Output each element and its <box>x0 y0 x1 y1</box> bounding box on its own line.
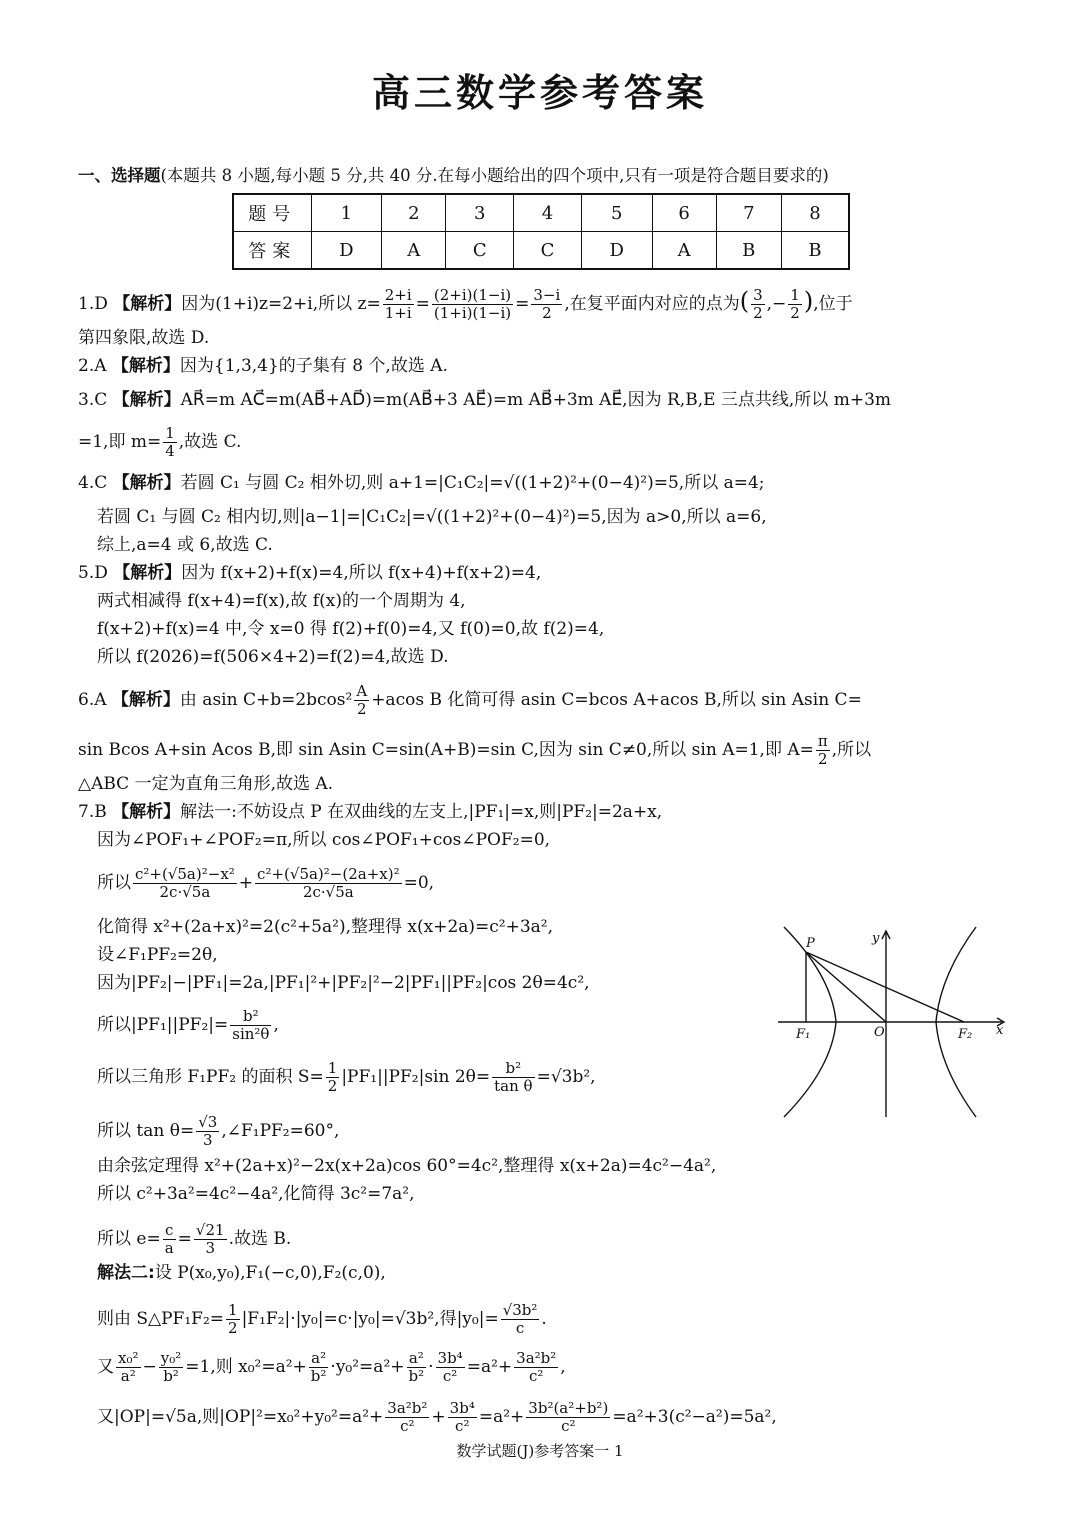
numerator: b² <box>230 1008 271 1026</box>
q1-line-1: 1.D 【解析】因为(1+i)z=2+i,所以 z= $\frac{2+i}{1+i}$ = $\frac{(2+i)(1-i)}{(1+i)(1-i)}$ = $\frac{3-i}{2}$ ,在复平面内对应的点为( $\frac{3}{2}$ ,− $\frac{1}{2}$ ),位于 <box>78 286 853 322</box>
q7-line-13 <box>97 1262 386 1284</box>
q5-line-1 <box>78 562 541 584</box>
denominator: c <box>515 1319 525 1337</box>
analysis-tag: 【解析】 <box>112 473 181 493</box>
table-cell: C <box>514 232 582 270</box>
numerator: 3b⁴ <box>449 1399 475 1417</box>
table-cell: B <box>716 232 781 270</box>
denominator: 2 <box>327 1077 338 1095</box>
analysis-tag: 【解析】 <box>111 356 180 376</box>
q4-line-3: 综上,a=4 或 6,故选 C. <box>97 535 273 555</box>
q7-line-12 <box>97 1222 291 1257</box>
denominator: c² <box>442 1367 458 1385</box>
label-o: O <box>874 1025 885 1040</box>
fraction <box>194 1222 227 1257</box>
denominator: 4 <box>165 442 175 460</box>
q3-line-2 <box>78 425 241 460</box>
q4-line-1 <box>78 472 765 494</box>
page-title: 高三数学参考答案 <box>371 71 708 115</box>
q6-text: ,所以 <box>831 740 872 760</box>
fraction <box>407 1350 427 1385</box>
q7-text: 所以 e= <box>97 1229 161 1249</box>
q7-text: |PF₁||PF₂|sin 2θ= <box>341 1067 491 1087</box>
table-cell: 5 <box>581 194 652 232</box>
denominator: 2 <box>228 1319 238 1337</box>
label-p: P <box>806 936 815 951</box>
dot-sign: · <box>428 1357 434 1377</box>
q7-text: =a²+ <box>478 1407 525 1427</box>
denominator: c² <box>561 1417 576 1435</box>
fraction <box>448 1400 477 1435</box>
numerator: 1 <box>327 1059 338 1077</box>
fraction <box>501 1302 540 1337</box>
numerator: 1 <box>165 424 175 442</box>
numerator: c²+(√5a)²−x² <box>135 865 235 883</box>
q7-line-11: 所以 c²+3a²=4c²−4a²,化简得 3c²=7a², <box>97 1184 415 1204</box>
analysis-tag: 【解析】 <box>112 390 181 410</box>
q7-text: |F₁F₂|·|y₀|=c·|y₀|=√3b²,得|y₀|= <box>241 1309 499 1329</box>
table-cell: B <box>781 232 849 270</box>
denominator: b² <box>163 1367 179 1385</box>
numerator: (2+i)(1−i) <box>433 286 512 304</box>
q7-line-14 <box>97 1302 547 1337</box>
q7-text: =1,则 x₀²=a²+ <box>185 1357 307 1377</box>
q4-number: 4.C <box>78 473 108 493</box>
table-cell: A <box>652 232 716 270</box>
numerator: c²+(√5a)²−(2a+x)² <box>257 865 400 883</box>
q7-text: =√3b², <box>536 1067 596 1087</box>
minus-sign: − <box>142 1357 157 1377</box>
q7-line-6: 因为|PF₂|−|PF₁|=2a,|PF₁|²+|PF₂|²−2|PF₁||PF₂|cos 2θ=4c², <box>97 973 590 993</box>
page-footer: 数学试题(J)参考答案一 1 <box>456 1442 624 1460</box>
fraction <box>432 287 513 322</box>
fraction <box>531 287 562 322</box>
table-cell: A <box>382 232 446 270</box>
numerator: x₀² <box>118 1349 139 1367</box>
q5-line-2: 两式相减得 f(x+4)=f(x),故 f(x)的一个周期为 4, <box>97 591 466 611</box>
fraction <box>309 1350 329 1385</box>
q3-text: AR⃗=m AC⃗=m(AB⃗+AD⃗)=m(AB⃗+3 AE⃗)=m AB⃗+3m AE⃗,因为 R,B,E 三点共线,所以 m+3m <box>180 390 892 410</box>
numerator: a² <box>309 1350 329 1368</box>
fraction <box>492 1060 534 1095</box>
table-cell: D <box>581 232 652 270</box>
denominator: (1+i)(1−i) <box>433 304 512 322</box>
analysis-tag: 【解析】 <box>112 802 181 822</box>
table-cell: 3 <box>446 194 514 232</box>
q7-text: =0, <box>403 873 435 893</box>
q7-line-3 <box>97 866 434 901</box>
q7-number: 7.B <box>78 802 107 822</box>
table-header-cell: 答案 <box>233 232 311 270</box>
numerator: 2+i <box>384 286 412 304</box>
q7-text: =a²+3(c²−a²)=5a², <box>612 1407 777 1427</box>
label-f1: F₁ <box>796 1027 811 1042</box>
numerator: a² <box>407 1350 427 1368</box>
q1-line-2: 第四象限,故选 D. <box>78 328 210 348</box>
segment-pf2 <box>806 952 964 1022</box>
table-cell: 1 <box>311 194 382 232</box>
answer-table <box>232 193 850 270</box>
table-cell: D <box>311 232 382 270</box>
q7-text: 所以|PF₁||PF₂|= <box>97 1015 229 1035</box>
q2-text: 因为{1,3,4}的子集有 8 个,故选 A. <box>179 356 448 376</box>
q7-line-16 <box>97 1400 777 1435</box>
denominator: c² <box>400 1417 415 1435</box>
fraction <box>514 1350 558 1385</box>
q6-text: 由 asin C+b=2bcos² <box>179 690 353 710</box>
section-heading-label: 一、选择题 <box>78 166 161 185</box>
table-header-cell: 题号 <box>233 194 311 232</box>
numerator: √21 <box>195 1221 225 1239</box>
q3-line-1 <box>78 389 891 411</box>
numerator: 3 <box>753 286 763 304</box>
fraction <box>196 1114 219 1149</box>
label-f2: F₂ <box>958 1027 973 1042</box>
q5-text: 因为 f(x+2)+f(x)=4,所以 f(x+4)+f(x+2)=4, <box>181 563 542 583</box>
q7-text: 又 <box>97 1357 114 1377</box>
denominator: c² <box>529 1367 544 1385</box>
table-cell: C <box>446 232 514 270</box>
denominator: 2c·√5a <box>159 883 211 901</box>
label-y: y <box>872 931 880 946</box>
denominator: 2 <box>818 750 828 768</box>
plus-sign: + <box>238 873 254 893</box>
denominator: 1+i <box>384 304 412 322</box>
fraction <box>526 1400 610 1435</box>
q5-line-3: f(x+2)+f(x)=4 中,令 x=0 得 f(2)+f(0)=4,又 f(0)=0,故 f(2)=4, <box>97 619 605 639</box>
q7-text: .故选 B. <box>228 1229 292 1249</box>
denominator: 3 <box>205 1239 216 1257</box>
q4-line-2: 若圆 C₁ 与圆 C₂ 相内切,则|a−1|=|C₁C₂|=√((1+2)²+(0−4)²)=5,因为 a>0,所以 a=6, <box>97 507 767 527</box>
table-cell: 4 <box>514 194 582 232</box>
table-row <box>233 194 849 232</box>
numerator: 1 <box>790 286 800 304</box>
numerator: 3a²b² <box>387 1399 428 1417</box>
numerator: 3b⁴ <box>437 1349 463 1367</box>
q7-line-15 <box>97 1350 566 1385</box>
analysis-tag: 【解析】 <box>111 690 180 710</box>
q6-line-3: △ABC 一定为直角三角形,故选 A. <box>78 774 334 794</box>
numerator: c <box>163 1222 176 1240</box>
q7-text: 所以 <box>97 873 131 893</box>
fraction <box>326 1060 340 1095</box>
q7-text: 所以 tan θ= <box>97 1121 195 1141</box>
numerator: 3−i <box>533 286 561 304</box>
q6-number: 6.A <box>78 690 107 710</box>
table-cell: 7 <box>716 194 781 232</box>
fraction <box>159 1350 184 1385</box>
q7-text: 又|OP|=√5a,则|OP|²=x₀²+y₀²=a²+ <box>97 1407 384 1427</box>
fraction <box>385 1400 429 1435</box>
q1-text: 因为(1+i)z=2+i,所以 z= <box>181 294 381 314</box>
section-heading <box>78 162 829 186</box>
q7-text: ,∠F₁PF₂=60°, <box>221 1121 340 1141</box>
q7-line-5: 设∠F₁PF₂=2θ, <box>97 945 218 965</box>
q3-number: 3.C <box>78 390 108 410</box>
q1-number: 1.D <box>78 294 108 314</box>
q7-line-8 <box>97 1060 596 1095</box>
label-x: x <box>996 1023 1004 1038</box>
method-two-label: 解法二: <box>97 1263 155 1283</box>
denominator: b² <box>310 1367 327 1385</box>
q7-line-2: 因为∠POF₁+∠POF₂=π,所以 cos∠POF₁+cos∠POF₂=0, <box>97 830 551 850</box>
q7-text: 解法一:不妨设点 P 在双曲线的左支上,|PF₁|=x,则|PF₂|=2a+x, <box>180 802 663 822</box>
denominator: 2 <box>753 304 763 322</box>
numerator: A <box>356 682 368 700</box>
q1-text: ,在复平面内对应的点为 <box>564 294 740 314</box>
q5-line-4: 所以 f(2026)=f(506×4+2)=f(2)=4,故选 D. <box>97 647 449 667</box>
numerator: 3a²b² <box>516 1349 557 1367</box>
q7-text: , <box>273 1015 279 1035</box>
numerator: b² <box>492 1060 534 1078</box>
denominator: 2 <box>356 700 367 718</box>
denominator: 2 <box>790 304 800 322</box>
fraction <box>163 1222 176 1257</box>
q7-text: 所以三角形 F₁PF₂ 的面积 S= <box>97 1067 324 1087</box>
fraction <box>751 287 765 322</box>
fraction <box>383 287 414 322</box>
denominator: 2 <box>542 304 552 322</box>
section-heading-note: (本题共 8 小题,每小题 5 分,共 40 分.在每小题给出的四个项中,只有一项是符合题目要求的) <box>160 166 829 185</box>
hyperbola-figure <box>776 922 1012 1122</box>
fraction <box>255 866 402 901</box>
table-cell: 8 <box>781 194 849 232</box>
q1-text: ,位于 <box>813 294 853 314</box>
segment-po <box>806 952 886 1022</box>
q7-text: ·y₀²=a²+ <box>330 1357 405 1377</box>
denominator: sin²θ <box>232 1025 270 1043</box>
analysis-tag: 【解析】 <box>113 294 182 314</box>
fraction <box>816 733 830 768</box>
numerator: √3 <box>198 1113 218 1131</box>
denominator: 3 <box>202 1131 213 1149</box>
table-cell: 2 <box>382 194 446 232</box>
q7-text: . <box>541 1309 547 1329</box>
point-separator: ,− <box>766 294 787 314</box>
q7-text: =a²+ <box>466 1357 513 1377</box>
fraction <box>133 866 237 901</box>
table-row <box>233 232 849 270</box>
fraction <box>436 1350 465 1385</box>
denominator: 2c·√5a <box>302 883 354 901</box>
q7-text: , <box>560 1357 566 1377</box>
q6-text: +acos B 化简可得 asin C=bcos A+acos B,所以 sin Asin C= <box>371 690 862 710</box>
q3-text: ,故选 C. <box>178 432 242 452</box>
analysis-tag: 【解析】 <box>113 563 182 583</box>
fraction <box>230 1008 271 1043</box>
denominator: a <box>164 1239 174 1257</box>
q6-text: sin Bcos A+sin Acos B,即 sin Asin C=sin(A+B)=sin C,因为 sin C≠0,所以 sin A=1,即 A= <box>78 740 814 760</box>
numerator: 1 <box>228 1301 238 1319</box>
numerator: √3b² <box>502 1301 538 1319</box>
q2-number: 2.A <box>78 356 107 376</box>
q7-text: 则由 S△PF₁F₂= <box>97 1309 225 1329</box>
q2-line <box>78 355 448 377</box>
denominator: tan θ <box>494 1077 533 1095</box>
fraction <box>163 425 177 460</box>
q7-line-7 <box>97 1008 279 1043</box>
q6-line-2 <box>78 733 871 768</box>
q3-text: =1,即 m= <box>78 432 162 452</box>
q7-text: 设 P(x₀,y₀),F₁(−c,0),F₂(c,0), <box>154 1263 386 1283</box>
q7-line-10: 由余弦定理得 x²+(2a+x)²−2x(x+2a)cos 60°=4c²,整理得 x(x+2a)=4c²−4a², <box>97 1156 717 1176</box>
numerator: y₀² <box>160 1349 182 1367</box>
q5-number: 5.D <box>78 563 108 583</box>
fraction <box>226 1302 240 1337</box>
q4-text: 若圆 C₁ 与圆 C₂ 相外切,则 a+1=|C₁C₂|=√((1+2)²+(0−4)²)=5,所以 a=4; <box>180 473 765 493</box>
numerator: 3b²(a²+b²) <box>528 1399 609 1417</box>
numerator: π <box>817 732 828 750</box>
denominator: c² <box>455 1417 470 1435</box>
q6-line-1 <box>78 683 862 718</box>
equals-sign: = <box>177 1229 192 1249</box>
q7-line-1 <box>78 801 662 823</box>
paren: ( <box>739 287 750 315</box>
table-cell: 6 <box>652 194 716 232</box>
q7-line-4: 化简得 x²+(2a+x)²=2(c²+5a²),整理得 x(x+2a)=c²+3a², <box>97 917 554 937</box>
paren: ) <box>803 287 814 315</box>
denominator: a² <box>120 1367 136 1385</box>
q7-line-9 <box>97 1114 339 1149</box>
fraction <box>354 683 369 718</box>
fraction <box>788 287 802 322</box>
plus-sign: + <box>431 1407 446 1427</box>
denominator: b² <box>408 1367 425 1385</box>
fraction <box>116 1350 141 1385</box>
